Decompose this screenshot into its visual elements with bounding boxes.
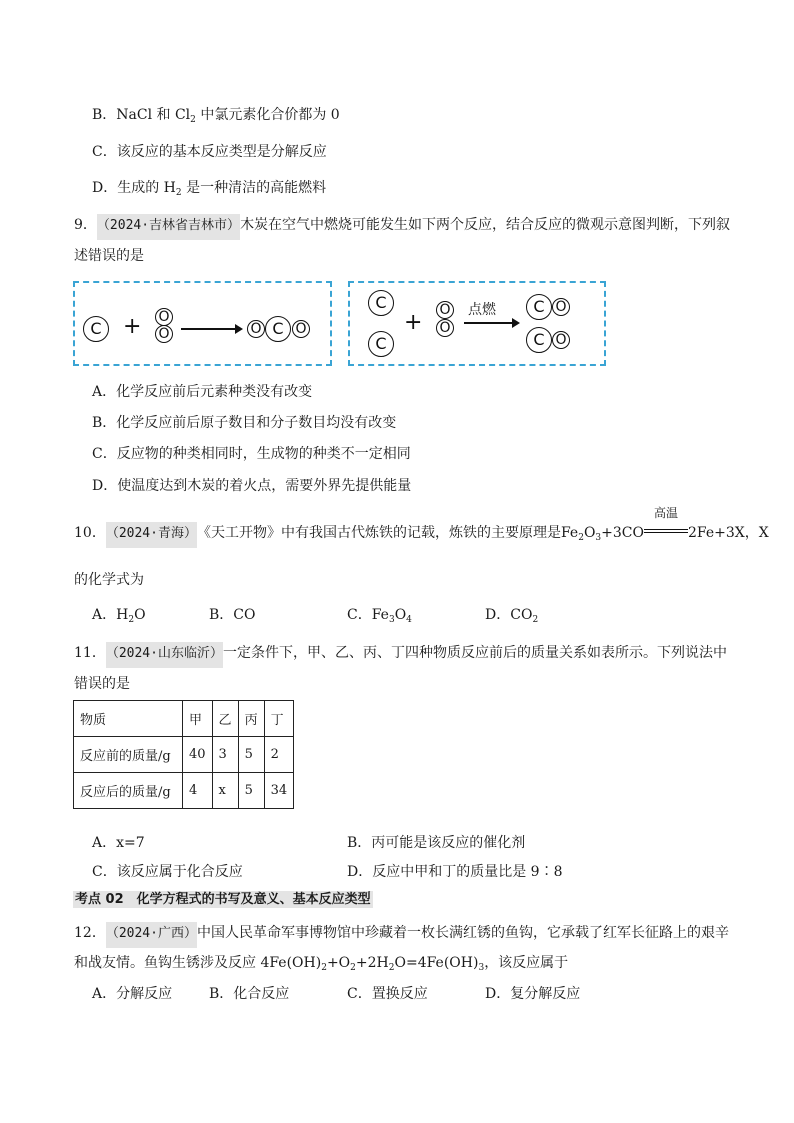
q11-number: 11．: [74, 645, 106, 661]
q12-stem-line2: 和战友情。鱼钩生锈涉及反应 $4Fe(OH)_2+O_2+2H_2O=4Fe(OH)_3$，该反应属于: [74, 955, 569, 973]
q11-stem-line2: 错误的是: [74, 676, 130, 692]
carbon-atom: C: [265, 316, 291, 342]
equation-equals-sign: 高温: [644, 520, 688, 537]
carbon-atom: C: [526, 327, 552, 353]
section-heading: 考点 02 化学方程式的书写及意义、基本反应类型: [75, 892, 371, 907]
table-cell: 4: [183, 773, 213, 809]
table-header-cell: 丙: [238, 701, 264, 737]
q10-stem-line1: 10．（2024·青海）《天工开物》中有我国古代炼铁的记载，炼铁的主要原理是$Fe_2O_3+3CO$ 高温 2Fe+3X，X: [74, 520, 769, 548]
q11-mass-table: [73, 700, 294, 809]
table-cell: 反应前的质量/g: [74, 737, 183, 773]
table-header-row: [74, 701, 294, 737]
table-cell: 34: [264, 773, 294, 809]
q10-option-d: D．$CO_2$: [485, 607, 539, 625]
q9-diagram-2: [348, 281, 606, 366]
table-cell: x: [212, 773, 238, 809]
q11-stem-line1: 11．（2024·山东临沂）一定条件下，甲、乙、丙、丁四种物质反应前后的质量关系如表所示。下列说法中: [74, 642, 727, 668]
oxygen-atom: O: [552, 331, 570, 349]
q12-option-a: A．分解反应: [92, 986, 173, 1002]
q12-stem-line1: 12．（2024·广西）中国人民革命军事博物馆中珍藏着一枚长满红锈的鱼钩，它承载了红军长征路上的艰辛: [74, 922, 729, 948]
q9-option-d: D．使温度达到木炭的着火点，需要外界先提供能量: [92, 478, 412, 494]
table-header-cell: 丁: [264, 701, 294, 737]
carbon-atom: C: [83, 316, 109, 342]
q11-source: （2024·山东临沂）: [106, 642, 223, 668]
q9-stem-line2: 述错误的是: [74, 248, 144, 264]
q10-option-c: C．$Fe_3O_4$: [347, 607, 412, 625]
reaction-arrow: [464, 322, 518, 324]
q12-option-b: B．化合反应: [209, 986, 290, 1002]
reaction-condition: 点燃: [468, 302, 496, 318]
q12-source: （2024·广西）: [106, 922, 197, 948]
q10-equation: $Fe_2O_3+3CO$ 高温 2Fe+3X: [560, 506, 745, 543]
q12-option-d: D．复分解反应: [485, 986, 581, 1002]
plus-sign: +: [123, 314, 142, 339]
table-row: [74, 773, 294, 809]
table-header-cell: 甲: [183, 701, 213, 737]
oxygen-atom: O: [436, 301, 454, 319]
q8-option-b: B．NaCl 和 $Cl_2$ 中氯元素化合价都为 0: [92, 107, 340, 125]
oxygen-atom: O: [552, 298, 570, 316]
q10-option-a: A．$H_2O$: [92, 607, 146, 625]
carbon-atom: C: [526, 294, 552, 320]
q10-option-b: B．CO: [209, 607, 256, 623]
q12-number: 12．: [74, 925, 106, 941]
q11-option-a: A．x=7: [92, 835, 145, 851]
q11-option-c: C．该反应属于化合反应: [92, 864, 243, 880]
q9-option-b: B．化学反应前后原子数目和分子数目均没有改变: [92, 415, 397, 431]
table-header-cell: 物质: [74, 701, 183, 737]
table-row: [74, 737, 294, 773]
table-cell: 5: [238, 737, 264, 773]
q9-option-c: C．反应物的种类相同时，生成物的种类不一定相同: [92, 446, 411, 462]
q8-option-d: D．生成的 $H_2$ 是一种清洁的高能燃料: [92, 180, 327, 198]
reaction-arrow: [181, 328, 241, 330]
q9-number: 9．: [74, 217, 97, 233]
carbon-atom: C: [368, 290, 394, 316]
q10-number: 10．: [74, 525, 106, 541]
oxygen-atom: O: [155, 308, 173, 326]
q10-source: （2024·青海）: [106, 522, 197, 548]
oxygen-atom: O: [436, 319, 454, 337]
plus-sign: +: [404, 310, 423, 335]
carbon-atom: C: [368, 331, 394, 357]
oxygen-atom: O: [292, 320, 310, 338]
table-cell: 40: [183, 737, 213, 773]
q9-option-a: A．化学反应前后元素种类没有改变: [92, 384, 313, 400]
q9-stem-line1: 9．（2024·吉林省吉林市）木炭在空气中燃烧可能发生如下两个反应，结合反应的微观示意图判断，下列叙: [74, 214, 730, 240]
q11-option-d: D．反应中甲和丁的质量比是 9∶8: [347, 864, 563, 880]
table-header-cell: 乙: [212, 701, 238, 737]
oxygen-atom: O: [155, 325, 173, 343]
q9-source: （2024·吉林省吉林市）: [97, 214, 240, 240]
table-cell: 反应后的质量/g: [74, 773, 183, 809]
q10-stem-line2: 的化学式为: [74, 572, 144, 588]
q8-option-c: C．该反应的基本反应类型是分解反应: [92, 144, 327, 160]
q12-option-c: C．置换反应: [347, 986, 428, 1002]
table-cell: 3: [212, 737, 238, 773]
q9-diagram-1: [73, 281, 332, 366]
oxygen-atom: O: [247, 320, 265, 338]
table-cell: 5: [238, 773, 264, 809]
q11-option-b: B．丙可能是该反应的催化剂: [347, 835, 526, 851]
table-cell: 2: [264, 737, 294, 773]
